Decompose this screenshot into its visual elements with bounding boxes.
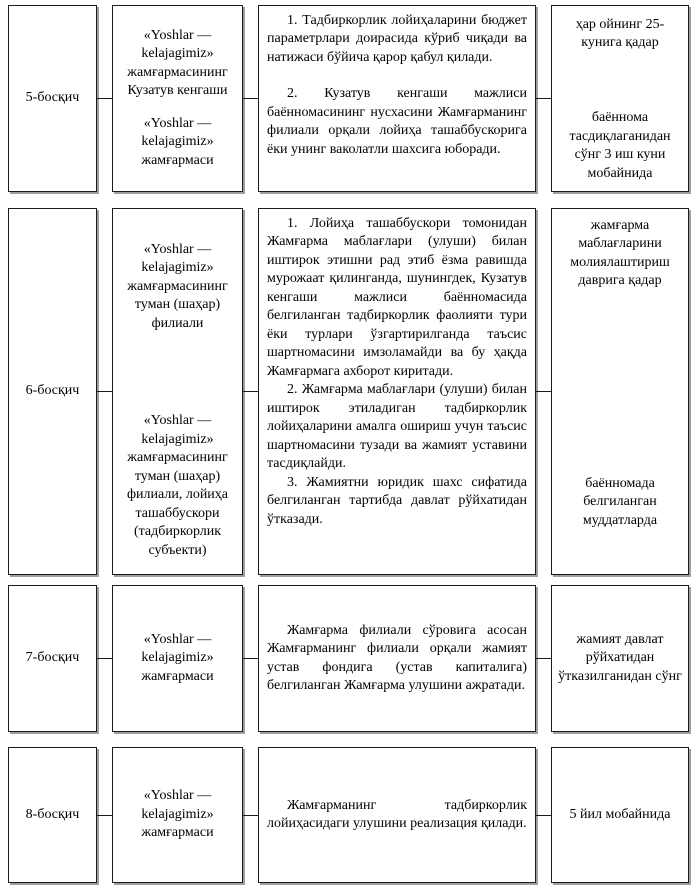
deadline-text: баённома тасдиқлаганидан сўнг 3 иш куни мобайнида (569, 110, 671, 181)
stage-box (8, 5, 97, 192)
connector-line (97, 98, 112, 99)
org-box (112, 747, 243, 883)
connector-line (243, 98, 258, 99)
stage-row-5 (8, 5, 688, 192)
deadline-box (551, 208, 689, 575)
org-box (112, 585, 243, 732)
action-paragraph: 1. Лойиҳа ташаббускори томонидан Жамғарма маблағлари (улуши) билан иштирок этишни рад этиб ёзма равишда мурожаат қилинганда, шунингдек, Кузатув кенгаши мажлиси баённомасида белгиланган тадбиркорлик фаолияти тури ёки турлари ўзгартирилганда таъсис шартномасини имзоламайди ва бу ҳақда Жамғармага ахборот киритади. (267, 216, 527, 379)
deadline-text: 5 йил мобайнида (569, 806, 671, 822)
action-box (258, 585, 536, 732)
org-name: «Yoshlar — kelajagimiz» жамғармасининг туман (шаҳар) филиали, лойиҳа ташаббускори (тадбиркорлик субъекти) (126, 413, 229, 558)
deadline-text: баённомада белгиланган муддатларда (582, 475, 658, 528)
org-name: «Yoshlar — kelajagimiz» жамғармасининг туман (шаҳар) филиали (127, 242, 228, 331)
connector-line (243, 391, 258, 392)
connector-line (536, 815, 551, 816)
org-name: «Yoshlar — kelajagimiz» жамғармаси (141, 788, 214, 841)
stage-row-8 (8, 747, 688, 883)
action-paragraph: 2. Кузатув кенгаши мажлиси баённомасининг нусхасини Жамғарманинг филиали орқали лойиҳа ташаббускорига ёки унинг ваколатли шахсига юборади. (267, 86, 527, 157)
connector-line (536, 98, 551, 99)
deadline-box (551, 5, 689, 192)
action-box (258, 747, 536, 883)
deadline-text: ҳар ойнинг 25-кунига қадар (575, 17, 665, 51)
stage-label: 7-босқич (25, 650, 80, 666)
deadline-box (551, 585, 689, 732)
stage-box (8, 747, 97, 883)
connector-line (97, 658, 112, 659)
stage-box (8, 585, 97, 732)
stage-label: 5-босқич (25, 90, 80, 106)
action-box (258, 208, 536, 575)
stage-box (8, 208, 97, 575)
org-name: «Yoshlar — kelajagimiz» жамғармаси (141, 631, 214, 684)
deadline-text: жамғарма маблағларини молиялаштириш даврига қадар (570, 218, 670, 289)
stage-label: 6-босқич (25, 383, 80, 399)
connector-line (243, 658, 258, 659)
org-box (112, 208, 243, 575)
org-box (112, 5, 243, 192)
connector-line (97, 815, 112, 816)
action-paragraph: 3. Жамиятни юридик шахс сифатида белгиланган тартибда давлат рўйхатидан ўтказади. (267, 474, 527, 527)
stage-row-7 (8, 585, 688, 732)
stage-row-6 (8, 208, 688, 575)
deadline-text: жамият давлат рўйхатидан ўтказилганидан сўнг (558, 631, 682, 684)
stage-label: 8-босқич (25, 806, 80, 822)
org-name: «Yoshlar — kelajagimiz» жамғармаси (141, 116, 214, 168)
action-paragraph: 2. Жамғарма маблағлари (улуши) билан иштирок этиладиган тадбиркорлик лойиҳаларини амалга ошириш учун таъсис шартномасини тузади ва жамият уставини тасдиқлайди. (267, 382, 527, 472)
deadline-box (551, 747, 689, 883)
action-box (258, 5, 536, 192)
action-paragraph: Жамғарма филиали сўровига асосан Жамғарманинг филиали орқали жамият устав фондига (устав капиталига) белгиланган Жамғарма улушини ажратади. (267, 622, 527, 693)
org-name: «Yoshlar — kelajagimiz» жамғармасининг Кузатув кенгаши (127, 27, 228, 98)
connector-line (536, 391, 551, 392)
connector-line (97, 391, 112, 392)
action-paragraph: Жамғарманинг тадбиркорлик лойиҳасидаги улушини реализация қилади. (267, 797, 527, 831)
action-paragraph: 1. Тадбиркорлик лойиҳаларини бюджет параметрлари доирасида кўриб чиқади ва натижаси бўйича қарор қабул қилади. (267, 13, 527, 65)
connector-line (536, 658, 551, 659)
connector-line (243, 815, 258, 816)
